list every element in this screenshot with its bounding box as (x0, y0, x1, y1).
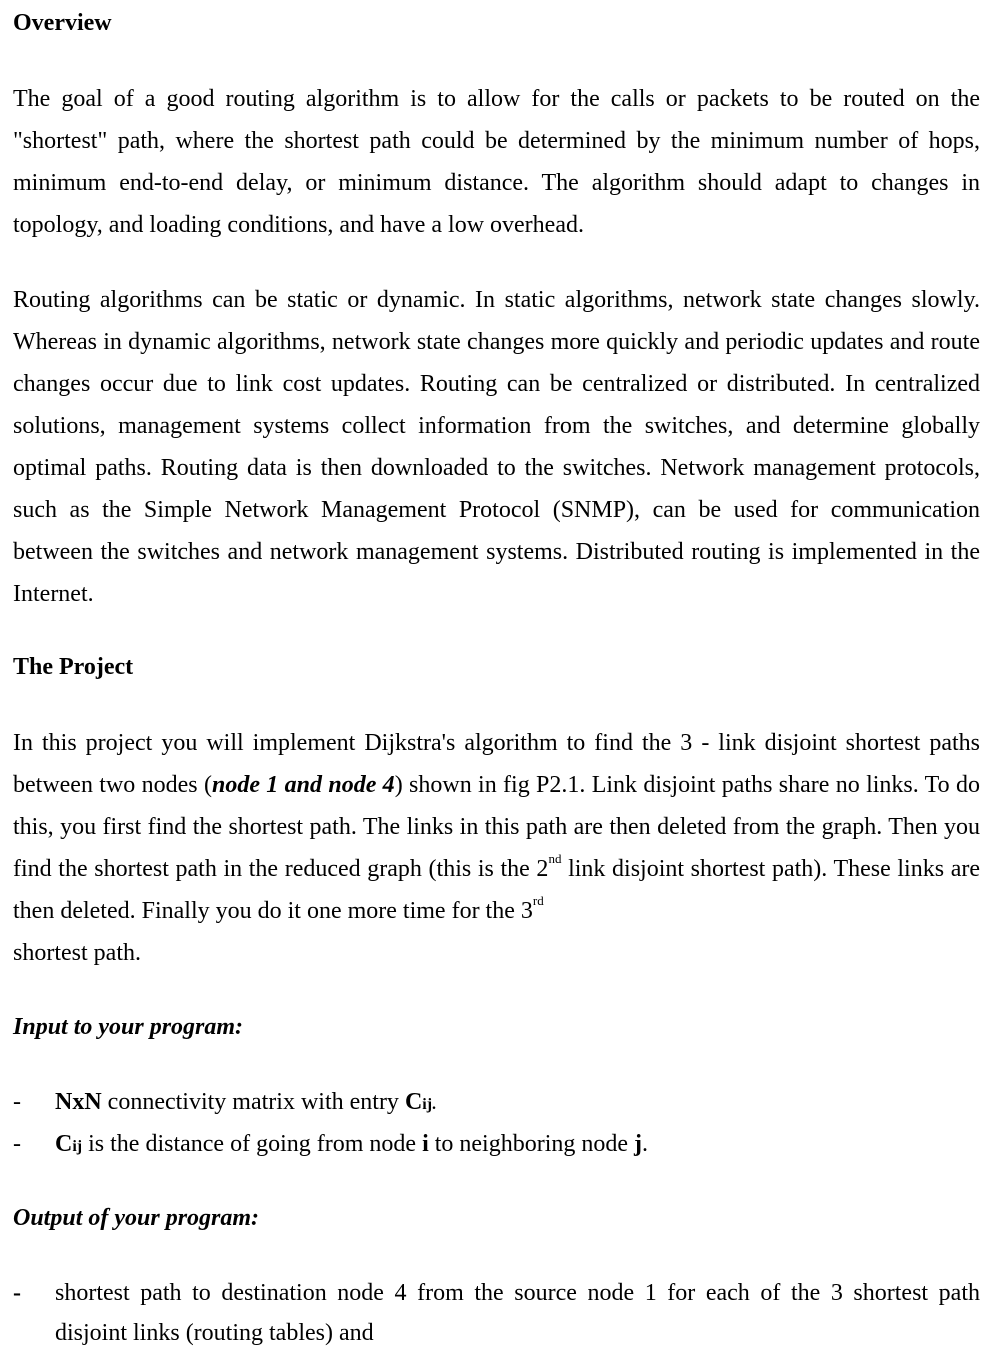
bullet-dash: - (13, 1131, 21, 1157)
c-symbol: C (404, 1089, 423, 1115)
input-bullet-1-text (55, 1082, 980, 1125)
output-bullet-1-text: shortest path to destination node 4 from the source node 1 for each of the 3 shortest path disjoint links (routing tables) and (55, 1280, 980, 1346)
project-text-c: ) shown in fig P2.1. Link disjoint paths share no links. To do this, you first find the shortest path. The links in this path are then deleted from the graph. Then you find the shortest path in the reduced graph (this is the 2 (13, 772, 980, 882)
superscript-nd: nd (548, 851, 562, 866)
bullet-dash: - (13, 1280, 21, 1306)
bullet-dash: - (13, 1089, 21, 1115)
project-text-d: link disjoint shortest path). These links are then deleted. Finally you do it one more time for the 3 (13, 856, 980, 924)
overview-heading: Overview (13, 10, 112, 36)
input-bullet-2-text (55, 1124, 980, 1167)
project-heading: The Project (13, 654, 134, 680)
project-emphasis-nodes: node 1 and node 4 (211, 772, 395, 798)
project-text-a: In this project you will implement Dijkstra's algorithm to find the 3 - link disjoint shortest paths between two nodes ( (13, 730, 980, 798)
node-i: i (422, 1131, 429, 1157)
c-symbol: C (55, 1131, 73, 1157)
node-j: j (634, 1131, 643, 1157)
bullet-2-body-1: is the distance of going from node (82, 1131, 423, 1157)
bullet-1-body: connectivity matrix with entry (101, 1089, 405, 1115)
overview-paragraph-1: The goal of a good routing algorithm is to allow for the calls or packets to be routed on the "shortest" path, where the shortest path could be determined by the minimum number of hops, minimum end-to-end delay, or minimum distance. The algorithm should adapt to changes in topology, and loading conditions, and have a low overhead. (13, 86, 980, 238)
c-subscript: ij. (422, 1096, 437, 1113)
output-bullet-1 (13, 1273, 980, 1355)
project-paragraph (13, 722, 980, 974)
bullet-2-body-2: to neighboring node (428, 1131, 635, 1157)
input-heading: Input to your program: (13, 1014, 244, 1040)
superscript-rd: rd (532, 893, 544, 908)
output-heading: Output of your program: (13, 1205, 260, 1231)
overview-paragraph-2: Routing algorithms can be static or dynamic. In static algorithms, network state changes slowly. Whereas in dynamic algorithms, network state changes more quickly and periodic updates and route changes occur due to link cost updates. Routing can be centralized or distributed. In centralized solutions, management systems collect information from the switches, and determine globally optimal paths. Routing data is then downloaded to the switches. Network management protocols, such as the Simple Network Management Protocol (SNMP), can be used for communication between the switches and network management systems. Distributed routing is implemented in the Internet. (13, 287, 980, 607)
c-subscript: ij (72, 1138, 83, 1155)
project-text-e: shortest path. (13, 940, 141, 966)
bullet-2-end: . (642, 1131, 649, 1157)
nxn-label: NxN (55, 1089, 102, 1115)
